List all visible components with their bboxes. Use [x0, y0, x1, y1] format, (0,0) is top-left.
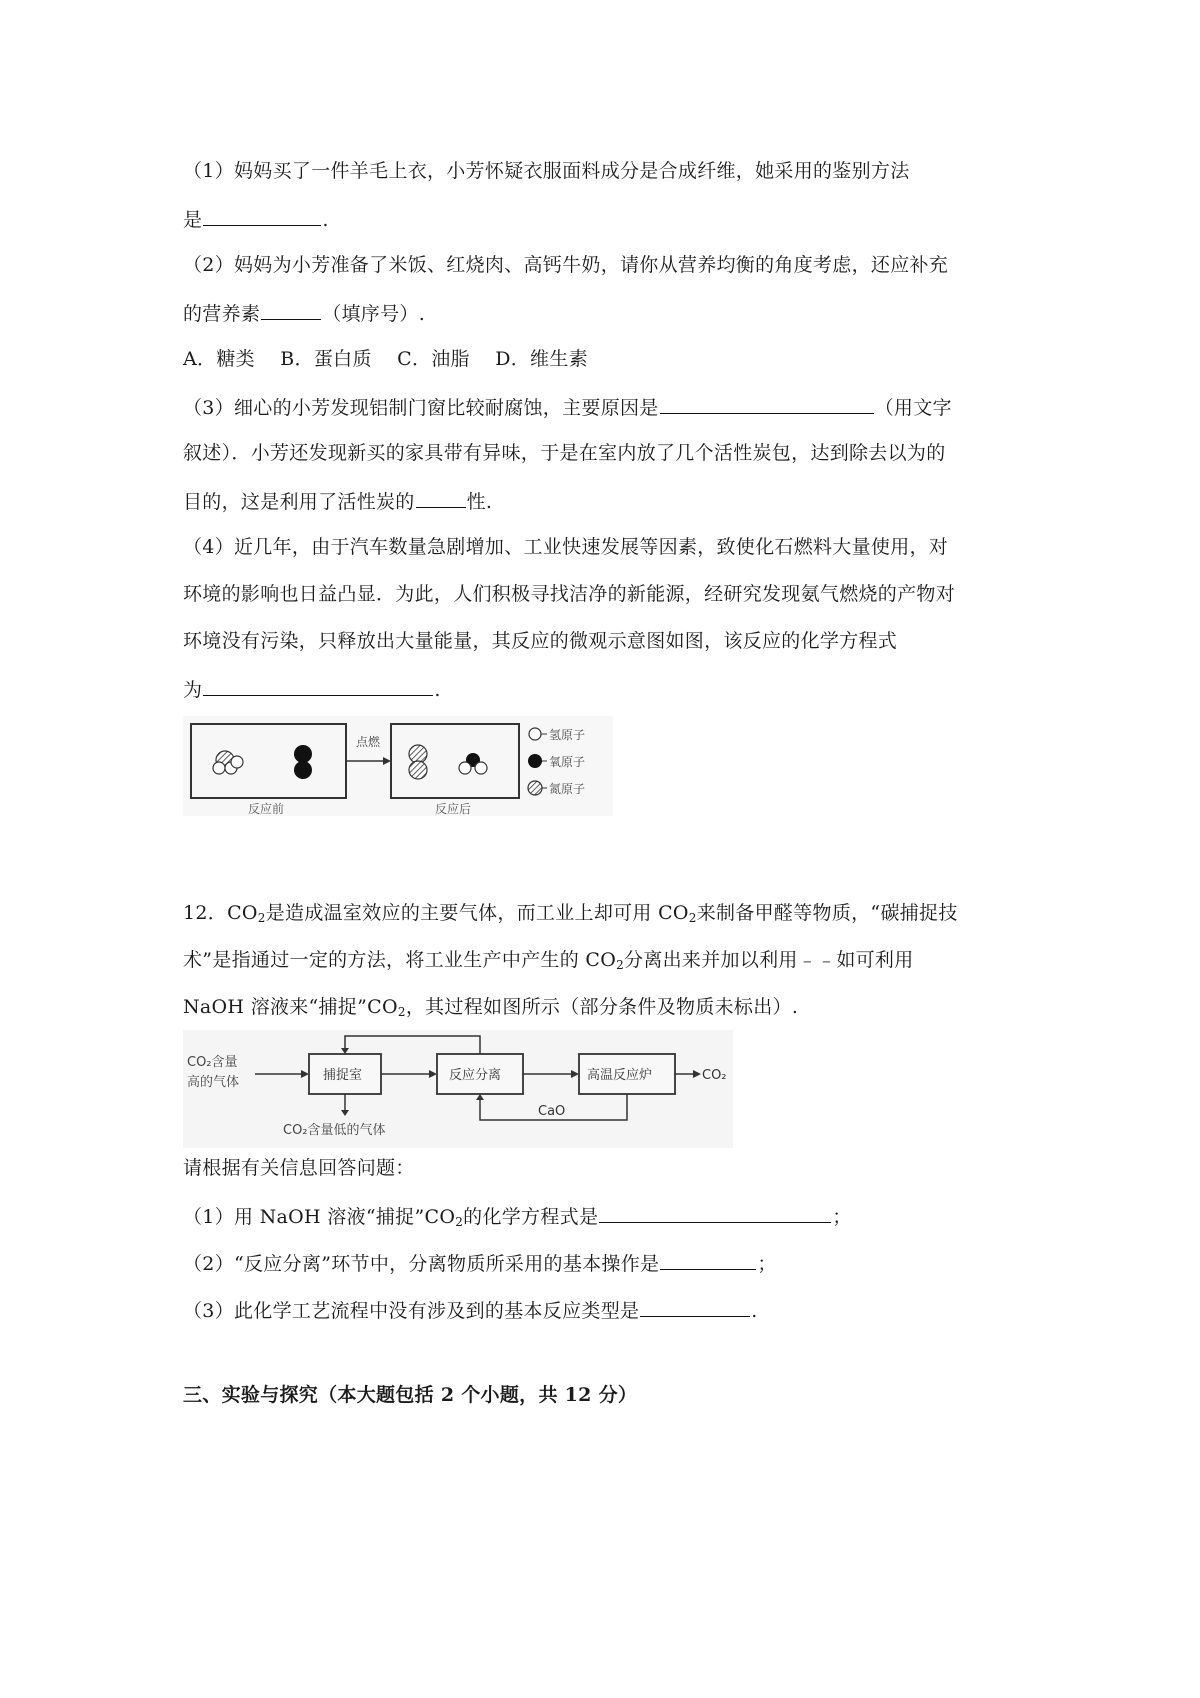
- q12-subq1: （1）用 NaOH 溶液“捕捉$”CO_2$的化学方程式是 ；: [183, 1202, 852, 1230]
- q11-part4-line4: 为 .: [183, 675, 441, 703]
- q11-part2-line2: 的营养素 （填序号）.: [183, 299, 425, 327]
- reaction-separation-label: 反应分离: [449, 1068, 502, 1083]
- hydrogen-atom: [213, 762, 225, 774]
- low-co2-gas-label: CO₂含量低的气体: [283, 1123, 386, 1138]
- q11-part4-line2: 环境的影响也日益凸显．为此，人们积极寻找洁净的新能源，经研究发现氨气燃烧的产物对: [183, 583, 956, 605]
- after-box: [391, 724, 519, 798]
- q11-part1-line2: 是 .: [183, 205, 329, 233]
- q12-prompt: 请根据有关信息回答问题：: [183, 1157, 415, 1179]
- nitrogen-atom: [409, 745, 427, 763]
- before-caption: 反应前: [248, 802, 285, 816]
- q12-line3: NaOH 溶液来“捕捉$”CO_2$，其过程如图所示（部分条件及物质未标出）.: [183, 996, 799, 1019]
- q12-line1: 12．$CO_2$是造成温室效应的主要气体，而工业上却可用 $CO_2$来制备甲醛等物质，“碳捕捉技: [183, 902, 958, 925]
- carbon-capture-flowchart: [183, 1030, 733, 1148]
- q11-part3-line2: 叙述）．小芳还发现新买的家具带有异味，于是在室内放了几个活性炭包，达到除去以为的: [183, 442, 946, 464]
- oxygen-atom: [294, 761, 312, 779]
- answer-blank[interactable]: [640, 1296, 750, 1317]
- before-box: [191, 724, 346, 798]
- high-temp-furnace-label: 高温反应炉: [587, 1068, 653, 1083]
- answer-blank[interactable]: [203, 675, 433, 696]
- hydrogen-atom: [475, 762, 487, 774]
- q12-subq3: （3）此化学工艺流程中没有涉及到的基本反应类型是 .: [183, 1296, 758, 1324]
- oxygen-atom: [294, 745, 312, 763]
- q12-subq2: （2）“反应分离”环节中，分离物质所采用的基本操作是 ；: [183, 1249, 777, 1277]
- q11-part2-options: A．糖类 B．蛋白质 C．油脂 D．维生素: [183, 348, 588, 370]
- answer-blank[interactable]: [660, 1249, 756, 1270]
- legend-oxygen-icon: [528, 754, 542, 768]
- q11-part2-line1: （2）妈妈为小芳准备了米饭、红烧肉、高钙牛奶，请你从营养均衡的角度考虑，还应补充: [183, 254, 949, 276]
- q11-part4-line1: （4）近几年，由于汽车数量急剧增加、工业快速发展等因素，致使化石燃料大量使用，对: [183, 536, 949, 558]
- hydrogen-atom: [231, 756, 243, 768]
- after-caption: 反应后: [435, 802, 472, 816]
- input-gas-label-2: 高的气体: [187, 1075, 240, 1090]
- q11-part4-line3: 环境没有污染，只释放出大量能量，其反应的微观示意图如图，该反应的化学方程式: [183, 630, 898, 652]
- legend-hydrogen-icon: [529, 728, 541, 740]
- q12-line2: 术”是指通过一定的方法，将工业生产中产生的 $CO_2$分离出来并加以利用﹣﹣如可利用: [183, 949, 914, 972]
- answer-blank[interactable]: [203, 205, 321, 226]
- legend-oxygen: 氧原子: [549, 755, 586, 769]
- input-gas-label-1: CO₂含量: [187, 1055, 238, 1070]
- answer-blank[interactable]: [599, 1202, 831, 1223]
- section3-heading: 三、实验与探究（本大题包括 2 个小题，共 12 分）: [183, 1384, 638, 1406]
- cao-label: CaO: [538, 1104, 566, 1119]
- answer-blank[interactable]: [416, 487, 466, 508]
- output-co2-label: CO₂: [702, 1068, 727, 1083]
- q11-part1-line1: （1）妈妈买了一件羊毛上衣，小芳怀疑衣服面料成分是合成纤维，她采用的鉴别方法: [183, 160, 910, 182]
- answer-blank[interactable]: [660, 393, 874, 414]
- arrow-label: 点燃: [356, 735, 381, 749]
- hydrogen-atom: [459, 762, 471, 774]
- legend-hydrogen: 氢原子: [549, 728, 586, 742]
- q11-part3-line1: （3）细心的小芳发现铝制门窗比较耐腐蚀，主要原因是 （用文字: [183, 393, 952, 421]
- nitrogen-atom: [409, 761, 427, 779]
- answer-blank[interactable]: [261, 299, 321, 320]
- capture-chamber-label: 捕捉室: [323, 1068, 363, 1083]
- reaction-micro-diagram: [183, 716, 613, 816]
- q11-part3-line3: 目的，这是利用了活性炭的 性.: [183, 487, 492, 515]
- legend-nitrogen-icon: [528, 781, 542, 795]
- legend-nitrogen: 氮原子: [549, 782, 586, 796]
